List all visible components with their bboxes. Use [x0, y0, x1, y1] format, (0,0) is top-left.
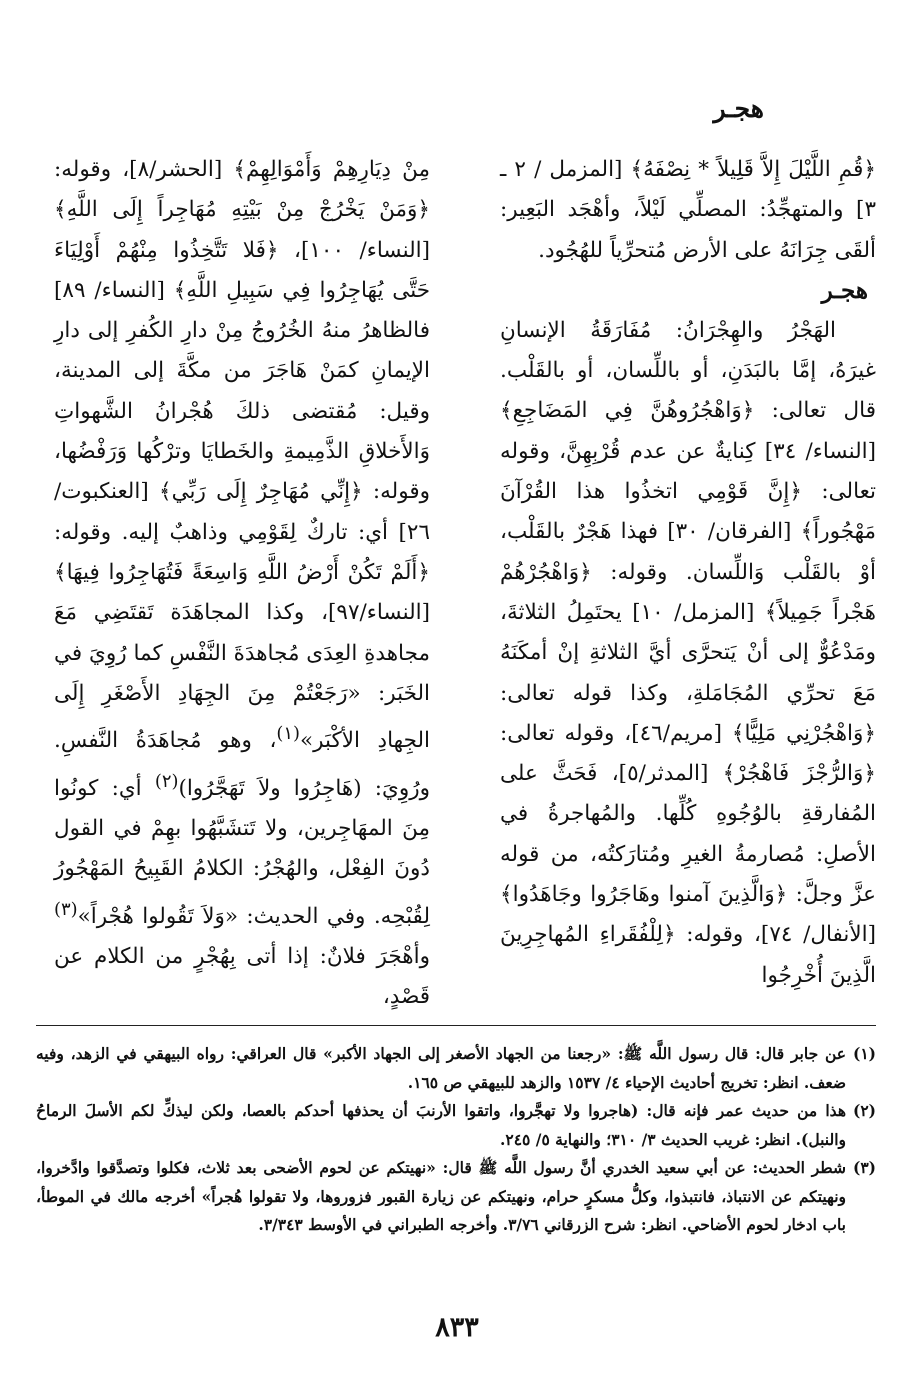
right-column [500, 150, 876, 996]
left-column-text-2: ، وهو مُجاهَدَةُ النَّفسِ. ورُوِيَ: (هَاجِرُوا ولاَ تَهَجَّرُوا) [54, 728, 430, 801]
left-column-paragraph [54, 150, 430, 1018]
right-column-lead-text: ﴿قُمِ اللَّيْلَ إِلاَّ قَلِيلاً * نِصْفَهُ﴾ [المزمل / ٢ ـ ٣] والمتهجِّدُ: المصلِّي لَيْلاً، وأهْجَد البَعِير: ألقَى جِرَانَهُ على الأرض مُتحرِّياً للهُجُود. [500, 157, 876, 263]
left-column-text-3: أي: كونُوا مِنَ المهَاجِرين، ولا تَتشَبَّهُوا بهِمْ في القول دُونَ الفِعْل، والهُجْرُ: الكلامُ القَبِيحُ المَهْجُورُ لِقُبْحِه. وفي الحديث: «وَلاَ تَقُولوا هُجْراً» [54, 775, 430, 929]
page-number: ٨٣٣ [435, 1312, 479, 1343]
left-column-text-4: وأهْجَرَ فلانٌ: إذا أتى بِهُجْرٍ من الكلام عن قَصْدٍ، [54, 944, 430, 1010]
footnote-text: شطر الحديث: عن أبي سعيد الخدري أنَّ رسول اللَّه ﷺ قال: «نهيتكم عن لحوم الأضحى بعد ثلاث، فكلوا وتصدَّقوا وادَّخروا، ونهيتكم عن الانتباذ، فانتبذوا، وكلُّ مسكرٍ حرام، ونهيتكم عن زيارة القبور فزوروها، ولا تقولوا هُجراً» أخرجه مالك في الموطأ، باب ادخار لحوم الأضاحي. انظر: شرح الزرقاني ٣/٧٦. وأخرجه الطبراني في الأوسط ٣/٣٤٣. [36, 1158, 846, 1234]
footnote-marker-1: (١) [276, 723, 301, 745]
footnote-marker-3: (٣) [54, 898, 78, 920]
footnote-marker-2: (٢) [154, 770, 179, 792]
left-column [54, 150, 430, 1018]
footnote-text: هذا من حديث عمر فإنه قال: (هاجروا ولا تهجَّروا، واتقوا الأرنبَ أن يحذفها أحدكم بالعصا، ولكن ليذكِّ لكم الأسلَ الرماحُ والنبل). انظر: غريب الحديث ٣/ ٣١٠؛ والنهاية ٥/ ٢٤٥. [36, 1101, 846, 1149]
footnote-3 [36, 1154, 876, 1240]
footnote-2 [36, 1097, 876, 1154]
footnote-number: (٢) [852, 1101, 876, 1120]
footnote-text: عن جابر قال: قال رسول اللَّه ﷺ: «رجعنا من الجهاد الأصغر إلى الجهاد الأكبر» قال العراقي: رواه البيهقي في الزهد، وفيه ضعف. انظر: تخريج أحاديث الإحياء ٤/ ١٥٣٧ والزهد للبيهقي ص ١٦٥. [36, 1044, 846, 1092]
running-head: هجـر [713, 94, 764, 123]
entry-heading: هجـر [821, 276, 868, 304]
footnote-number: (١) [852, 1044, 876, 1063]
footnote-1 [36, 1040, 876, 1097]
left-column-text-1: مِنْ دِيَارِهِمْ وَأَمْوَالِهِمْ﴾ [الحشر/٨]، وقوله: ﴿وَمَنْ يَخْرُجْ مِنْ بَيْتِهِ مُهَاجِراً إِلَى اللَّهِ﴾ [النساء/ ١٠٠]، ﴿فَلا تَتَّخِذُوا مِنْهُمْ أَوْلِيَاءَ حَتَّى يُهَاجِرُوا فِي سَبِيلِ اللَّهِ﴾ [النساء/ ٨٩] فالظاهرُ منهُ الخُرُوجُ مِنْ دارِ الكُفرِ إلى دارِ الإيمانِ كمَنْ هَاجَرَ من مكَّةَ إلى المدينة، وقيل: مُقتضى ذلكَ هُجْرانُ الشَّهواتِ وَالأَخلاقِ الذَّمِيمةِ والخَطايَا وترْكُها وَرَفْضُها، وقوله: ﴿إِنِّي مُهَاجِرٌ إِلَى رَبِّي﴾ [العنكبوت/ ٢٦] أي: تاركٌ لِقَوْمِي وذاهبٌ إليه. وقوله: ﴿أَلَمْ تَكُنْ أَرْضُ اللَّهِ وَاسِعَةً فَتُهَاجِرُوا فِيهَا﴾ [النساء/٩٧]، وكذا المجاهَدَة تَقتَضِي مَعَ مجاهدةِ العِدَى مُجاهدَةَ النَّفْسِ كما رُوِيَ في الخَبَر: «رَجَعْتُمْ مِنَ الجِهَادِ الأَصْغَرِ إِلَى الجِهادِ الأكْبَر» [54, 157, 431, 754]
footnote-divider [36, 1025, 876, 1026]
footnote-number: (٣) [852, 1158, 876, 1177]
footnotes [36, 1040, 876, 1240]
right-column-body: الهَجْرُ والهِجْرَانُ: مُفَارَقَةُ الإنسانِ غيرَهُ، إمَّا بالبَدَنِ، أو باللِّسان، أو بالقَلْب. قال تعالى: ﴿وَاهْجُرُوهُنَّ فِي المَضَاجِعِ﴾ [النساء/ ٣٤] كِنايةٌ عن عدم قُرْبِهِنَّ، وقوله تعالى: ﴿إِنَّ قَوْمِي اتخذُوا هذا القُرْآنَ مَهْجُوراً﴾ [الفرقان/ ٣٠] فهذا هَجْرٌ بالقَلْب، أوْ بالقَلْب وَاللِّسان. وقوله: ﴿وَاهْجُرْهُمْ هَجْراً جَمِيلاً﴾ [المزمل/ ١٠] يحتَمِلُ الثلاثةَ، ومَدْعُوٌّ إلى أنْ يَتحرَّى أيَّ الثلاثةِ إنْ أمكَنَهُ مَعَ تحرِّي المُجَامَلةِ، وكذا قوله تعالى: ﴿وَاهْجُرْنِي مَلِيًّا﴾ [مريم/٤٦]، وقوله تعالى: ﴿وَالرُّجْزَ فَاهْجُرْ﴾ [المدثر/٥]، فَحَثَّ على المُفارقةِ بالوُجُوهِ كُلِّها. والمُهاجرةُ في الأصلِ: مُصارمةُ الغيرِ ومُتارَكتُه، من قوله عزَّ وجلَّ: ﴿وَالَّذِينَ آمنوا وهَاجَرُوا وجَاهَدُوا﴾ [الأنفال/ ٧٤]، وقوله: ﴿لِلْفُقَراءِ المُهاجِرِينَ الَّذِينَ أُخْرِجُوا [500, 317, 876, 988]
